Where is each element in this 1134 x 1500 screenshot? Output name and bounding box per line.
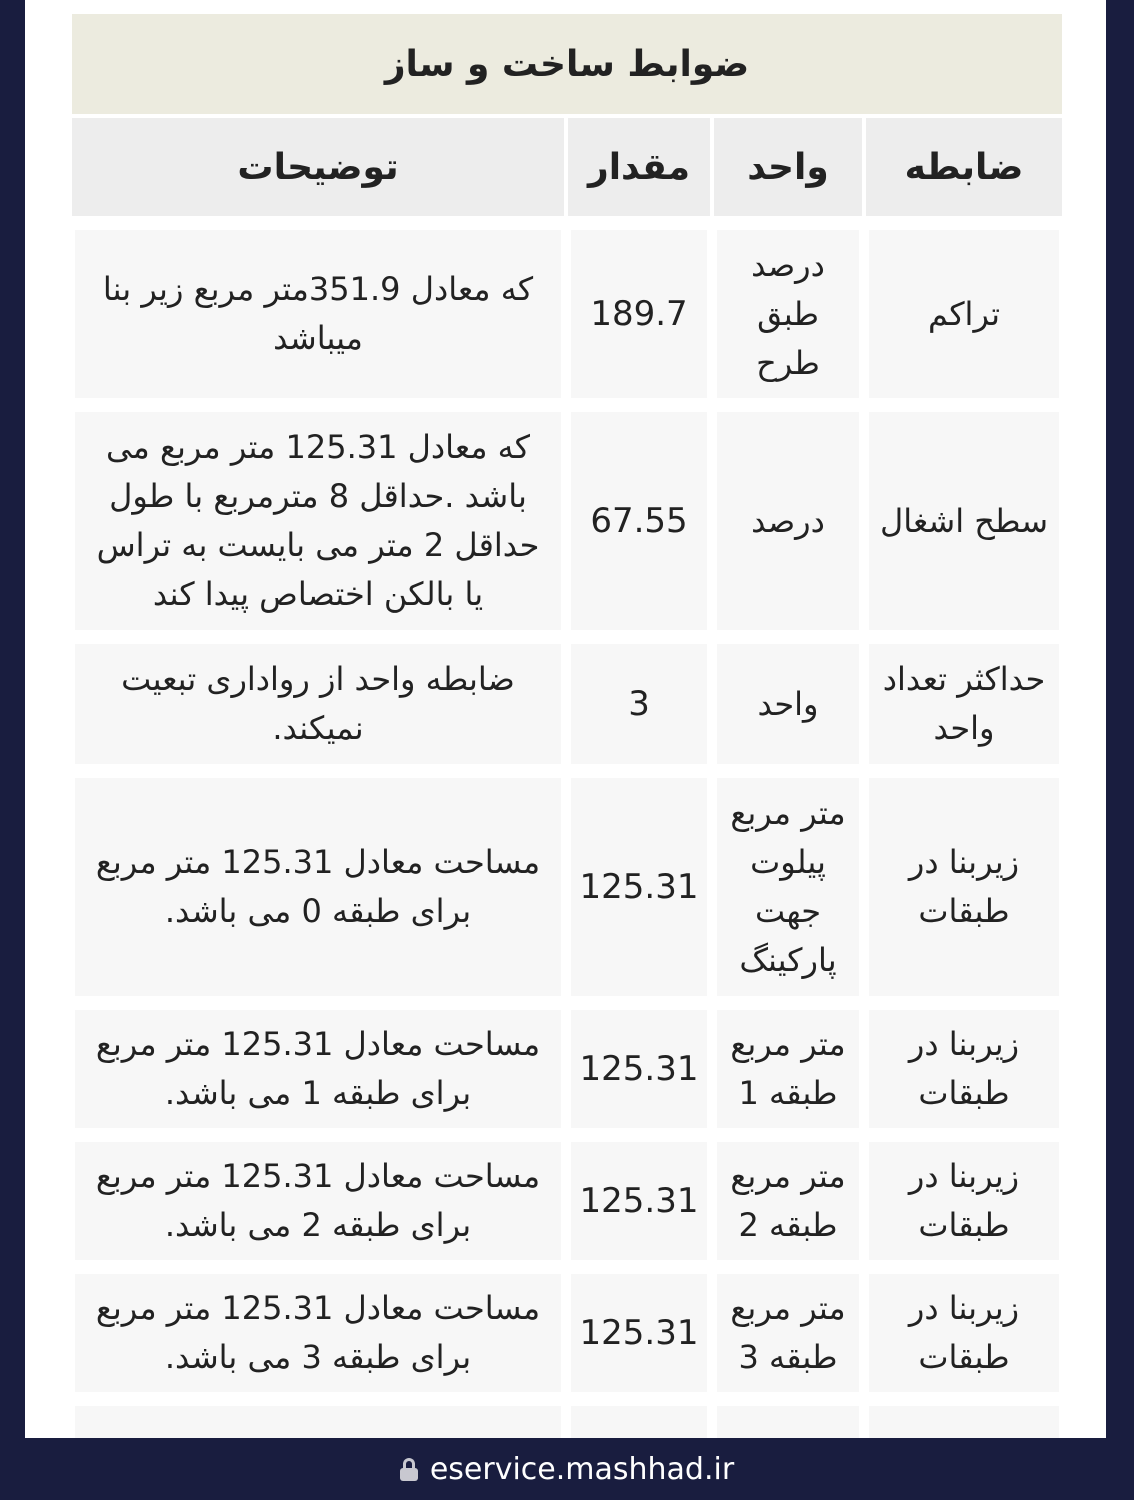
cell-description: مساحت معادل 125.31 متر مربع برای طبقه 0 می باشد. <box>75 778 561 996</box>
header-description: توضیحات <box>72 118 564 216</box>
cell-value: 125.31 <box>571 778 707 996</box>
cell-unit: درصد طبق طرح <box>717 230 859 398</box>
cell-description: مساحت معادل 125.31 متر مربع برای طبقه 2 می باشد. <box>75 1142 561 1260</box>
page-content <box>25 0 1106 1440</box>
cell-unit: متر مربع طبقه 2 <box>717 1142 859 1260</box>
lock-icon <box>400 1458 418 1480</box>
cell-description: مساحت معادل 125.31 متر مربع برای طبقه 3 می باشد. <box>75 1274 561 1392</box>
row-spacer <box>72 764 1062 778</box>
regulations-table <box>72 118 1062 1440</box>
cell-rule: تراکم <box>869 230 1059 398</box>
table-row-partial <box>571 1406 707 1440</box>
table-row-partial <box>75 1406 561 1440</box>
row-spacer <box>72 216 1062 230</box>
header-rule: ضابطه <box>866 118 1062 216</box>
cell-unit: متر مربع طبقه 1 <box>717 1010 859 1128</box>
cell-unit: واحد <box>717 644 859 764</box>
header-value: مقدار <box>568 118 710 216</box>
cell-rule: زیربنا در طبقات <box>869 778 1059 996</box>
row-spacer <box>72 1128 1062 1142</box>
url-text[interactable]: eservice.mashhad.ir <box>429 1451 735 1487</box>
cell-value: 3 <box>571 644 707 764</box>
cell-rule: زیربنا در طبقات <box>869 1274 1059 1392</box>
cell-description: که معادل 125.31 متر مربع می باشد .حداقل 8 مترمربع با طول حداقل 2 متر می بایست به تراس یا بالکن اختصاص پیدا کند <box>75 412 561 630</box>
cell-value: 67.55 <box>571 412 707 630</box>
cell-rule: سطح اشغال <box>869 412 1059 630</box>
row-spacer <box>72 398 1062 412</box>
cell-unit: درصد <box>717 412 859 630</box>
row-spacer <box>72 996 1062 1010</box>
cell-rule: زیربنا در طبقات <box>869 1010 1059 1128</box>
cell-value: 125.31 <box>571 1274 707 1392</box>
row-spacer <box>72 630 1062 644</box>
cell-description: ضابطه واحد از روادارى تبعیت نمیکند. <box>75 644 561 764</box>
cell-unit: متر مربع طبقه 3 <box>717 1274 859 1392</box>
header-unit: واحد <box>714 118 862 216</box>
table-row-partial <box>869 1406 1059 1440</box>
row-spacer <box>72 1260 1062 1274</box>
cell-value: 125.31 <box>571 1010 707 1128</box>
browser-address-bar[interactable] <box>0 1438 1134 1500</box>
cell-description: مساحت معادل 125.31 متر مربع برای طبقه 1 می باشد. <box>75 1010 561 1128</box>
cell-value: 189.7 <box>571 230 707 398</box>
table-title: ضوابط ساخت و ساز <box>72 14 1062 114</box>
table-row-partial <box>717 1406 859 1440</box>
cell-value: 125.31 <box>571 1142 707 1260</box>
cell-rule: حداکثر تعداد واحد <box>869 644 1059 764</box>
cell-unit: متر مربع پیلوت جهت پارکینگ <box>717 778 859 996</box>
cell-description: که معادل 351.9متر مربع زیر بنا میباشد <box>75 230 561 398</box>
cell-rule: زیربنا در طبقات <box>869 1142 1059 1260</box>
